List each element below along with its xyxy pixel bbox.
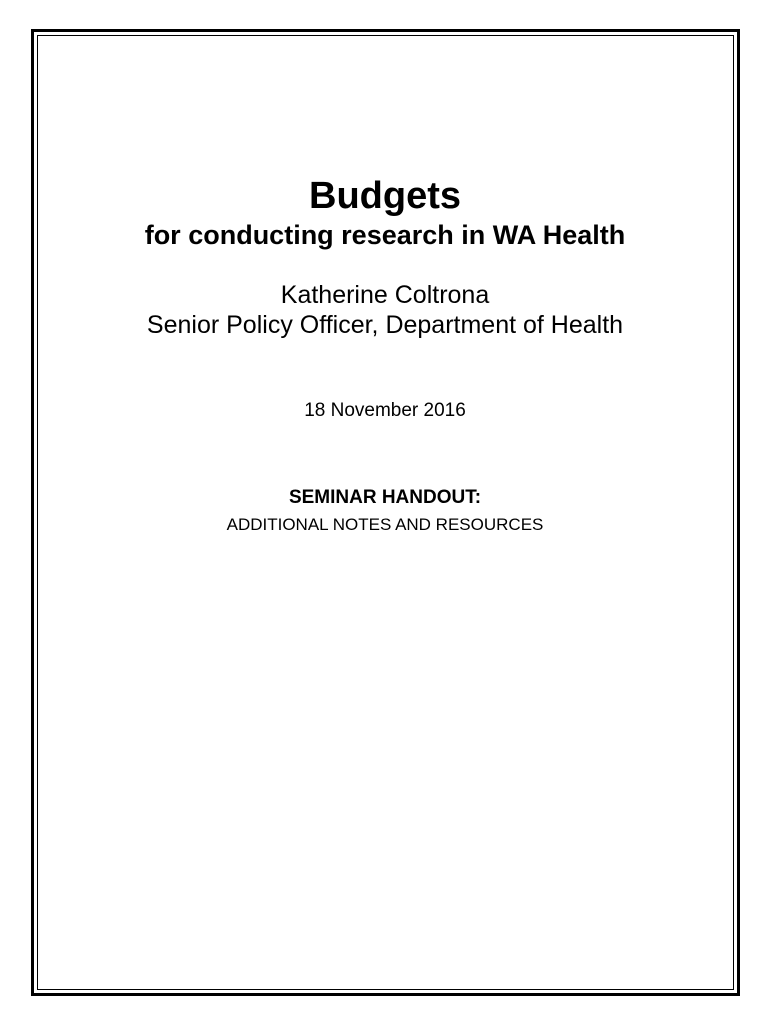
document-date: 18 November 2016: [304, 400, 466, 421]
handout-subtitle: ADDITIONAL NOTES AND RESOURCES: [226, 515, 544, 534]
author-name: Katherine Coltrona: [280, 281, 490, 309]
handout-title: SEMINAR HANDOUT:: [288, 487, 482, 508]
document-subtitle: for conducting research in WA Health: [144, 220, 626, 250]
author-role: Senior Policy Officer, Department of Health: [146, 311, 624, 339]
document-title: Budgets: [309, 175, 461, 217]
